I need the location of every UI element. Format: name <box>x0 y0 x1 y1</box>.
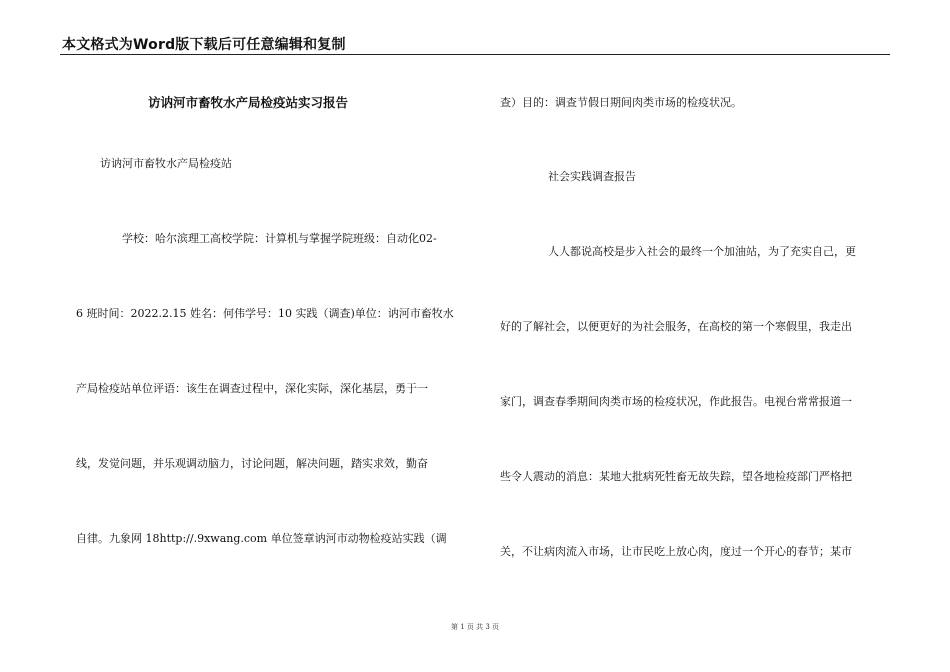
paragraph-line: 访讷河市畜牧水产局检疫站 <box>100 157 232 170</box>
left-column <box>60 0 470 600</box>
paragraph-line: 自律。九象网 18http://.9xwang.com 单位签章讷河市动物检疫站实践（调 <box>76 532 447 545</box>
right-column <box>500 0 892 600</box>
paragraph-line: 查）目的：调查节假日期间肉类市场的检疫状况。 <box>500 96 742 109</box>
paragraph-line: 学校：哈尔滨理工高校学院：计算机与掌握学院班级：自动化02- <box>122 232 437 245</box>
section-heading: 社会实践调查报告 <box>548 170 636 183</box>
paragraph-line: 关，不让病肉流入市场，让市民吃上放心肉，度过一个开心的春节；某市 <box>500 545 852 558</box>
document-title: 访讷河市畜牧水产局检疫站实习报告 <box>148 95 349 110</box>
paragraph-line: 线，发觉问题，并乐观调动脑力，讨论问题，解决问题，踏实求效，勤奋 <box>76 457 428 470</box>
paragraph-line: 人人都说高校是步入社会的最终一个加油站，为了充实自己，更 <box>548 245 856 258</box>
page-indicator: 第 1 页 共 3 页 <box>450 623 500 631</box>
paragraph-line: 产局检疫站单位评语：该生在调查过程中，深化实际，深化基层，勇于一 <box>76 382 428 395</box>
paragraph-line: 家门，调查春季期间肉类市场的检疫状况，作此报告。电视台常常报道一 <box>500 395 852 408</box>
paragraph-line: 些令人震动的消息：某地大批病死牲畜无故失踪，望各地检疫部门严格把 <box>500 470 852 483</box>
paragraph-line: 6 班时间：2022.2.15 姓名：何伟学号：10 实践（调查)单位：讷河市畜牧水 <box>76 307 454 320</box>
document-header-banner: 本文格式为Word版下载后可任意编辑和复制 <box>62 37 346 53</box>
paragraph-line: 好的了解社会，以便更好的为社会服务，在高校的第一个寒假里，我走出 <box>500 320 852 333</box>
